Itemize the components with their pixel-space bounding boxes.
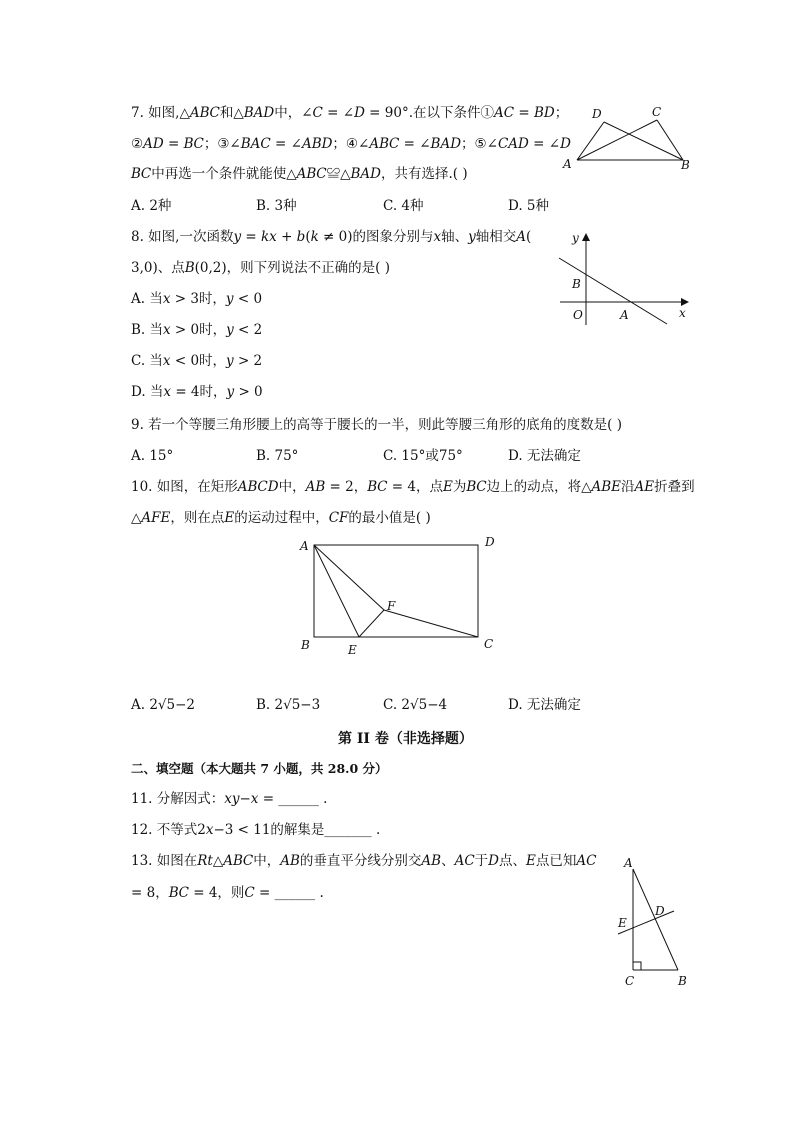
q9-option-a: A. 15°	[131, 448, 174, 464]
q8-option-c: C. 当𝑥 < 0时，𝑦 > 2	[131, 353, 263, 369]
q8-option-d: D. 当𝑥 = 4时，𝑦 > 0	[131, 384, 263, 400]
q9-option-b: B. 75°	[256, 448, 299, 464]
q10-rectangle-abcd	[314, 545, 478, 637]
q13-label-a: A	[624, 856, 633, 870]
q7-segment-ad	[577, 122, 604, 160]
q10-segment-af	[314, 545, 384, 610]
q10-option-c: C. 2√5−4	[383, 697, 448, 713]
q8-label-b: B	[572, 277, 581, 291]
q7-line2: ②𝐴𝐷 = 𝐵𝐶；③∠𝐵𝐴𝐶 = ∠𝐴𝐵𝐷；④∠𝐴𝐵𝐶 = ∠𝐵𝐴𝐷；⑤∠𝐶𝐴𝐷 = ∠𝐷	[131, 136, 571, 152]
q13-label-b: B	[678, 974, 687, 988]
section2-title: 二、填空题（本大题共 7 小题，共 28.0 分）	[131, 761, 388, 776]
q7-label-d: D	[592, 107, 602, 121]
q7-line3: 𝐵𝐶中再选一个条件就能使△𝐴𝐵𝐶≌△𝐵𝐴𝐷，共有选择.( )	[131, 166, 468, 182]
q10-option-d: D. 无法确定	[508, 697, 581, 713]
q10-segment-ae	[314, 545, 359, 637]
q7-label-a: A	[563, 157, 572, 171]
q10-label-e: E	[348, 643, 357, 657]
q9-line1: 9. 若一个等腰三角形腰上的高等于腰长的一半，则此等腰三角形的底角的度数是( )	[131, 417, 622, 433]
q13-label-e: E	[618, 916, 627, 930]
q10-option-a: A. 2√5−2	[131, 697, 196, 713]
q10-segment-fe	[359, 610, 384, 637]
q12-line1: 12. 不等式2𝑥−3 < 11的解集是_______ .	[131, 822, 381, 838]
q8-option-a: A. 当𝑥 > 3时，𝑦 < 0	[131, 291, 263, 307]
q7-figure	[560, 100, 700, 180]
q7-option-a: A. 2种	[131, 198, 172, 214]
q10-label-d: D	[485, 535, 495, 549]
q8-figure	[555, 225, 700, 330]
q7-option-d: D. 5种	[508, 198, 550, 214]
q8-label-o: O	[573, 308, 583, 322]
q7-option-b: B. 3种	[256, 198, 297, 214]
q13-right-angle-mark	[633, 962, 641, 970]
q8-label-a: A	[620, 308, 629, 322]
q13-line1: 13. 如图在𝑅𝑡△𝐴𝐵𝐶中，𝐴𝐵的垂直平分线分别交𝐴𝐵、𝐴𝐶于𝐷点、𝐸点已知𝐴𝐶	[131, 853, 597, 869]
q9-option-c: C. 15°或75°	[383, 448, 463, 464]
q13-line2: = 8，𝐵𝐶 = 4，则𝐶 = ______ .	[131, 885, 324, 901]
q7-segment-ac	[577, 120, 657, 160]
q10-option-b: B. 2√5−3	[256, 697, 321, 713]
q8-label-y: y	[572, 231, 579, 245]
q10-label-c: C	[484, 637, 494, 651]
q7-label-c: C	[652, 105, 662, 119]
q8-line2: 3,0)、点𝐵(0,2)，则下列说法不正确的是( )	[131, 260, 390, 276]
q10-line1: 10. 如图，在矩形𝐴𝐵𝐶𝐷中，𝐴𝐵 = 2，𝐵𝐶 = 4，点𝐸为𝐵𝐶边上的动点，将△𝐴𝐵𝐸沿𝐴𝐸折叠到	[131, 479, 695, 495]
q7-line1: 7. 如图,△𝐴𝐵𝐶和△𝐵𝐴𝐷中，∠𝐶 = ∠𝐷 = 90°.在以下条件①𝐴𝐶 = 𝐵𝐷；	[131, 105, 569, 121]
q8-line1: 8. 如图,一次函数𝑦 = 𝑘𝑥 + 𝑏(𝑘 ≠ 0)的图象分别与𝑥轴、𝑦轴相交𝐴(	[131, 229, 532, 245]
q9-option-d: D. 无法确定	[508, 448, 581, 464]
q13-label-d: D	[655, 904, 665, 918]
q10-figure	[295, 533, 505, 663]
q8-option-b: B. 当𝑥 > 0时，𝑦 < 2	[131, 322, 263, 338]
q7-option-c: C. 4种	[383, 198, 424, 214]
q13-segment-ab	[633, 869, 678, 970]
part2-title: 第 II 卷（非选择题）	[338, 731, 473, 747]
q13-label-c: C	[625, 974, 635, 988]
q10-segment-fc	[384, 610, 478, 637]
q13-figure	[610, 852, 700, 992]
q11-line1: 11. 分解因式：𝑥𝑦−𝑥 = ______ .	[131, 791, 328, 807]
q10-label-f: F	[387, 599, 396, 613]
q10-label-a: A	[300, 539, 309, 553]
q10-line2: △𝐴𝐹𝐸，则在点𝐸的运动过程中，𝐶𝐹的最小值是( )	[131, 510, 431, 526]
q10-label-b: B	[301, 638, 310, 652]
q7-label-b: B	[681, 158, 690, 172]
q8-label-x: x	[679, 306, 686, 320]
